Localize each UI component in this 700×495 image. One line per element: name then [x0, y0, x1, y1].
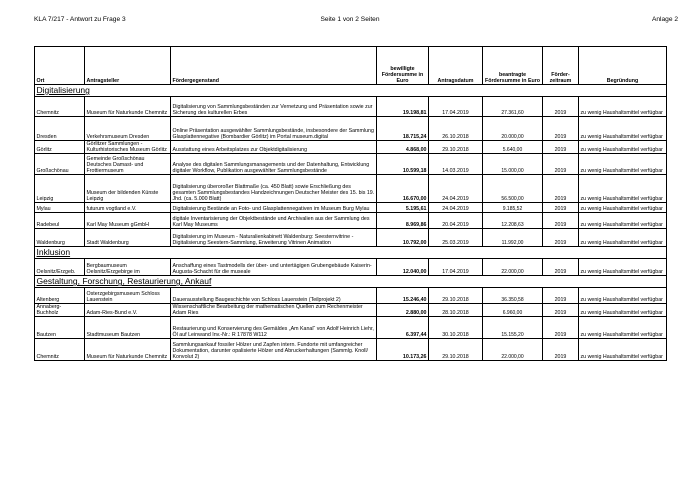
table-row	[35, 154, 667, 175]
cell-bewilligt: 10.173,26	[377, 339, 429, 361]
cell-gegenstand: Digitalisierung von Sammlungsbeständen zur Vernetzung und Präsentation sowie zur Sicherung des kulturellen Erbes	[171, 97, 377, 117]
cell-beantragt: 22.000,00	[483, 259, 543, 276]
cell-begruendung: zu wenig Haushaltsmittel verfügbar	[579, 259, 667, 276]
cell-antragsteller: futurum vogtland e.V.	[85, 203, 171, 213]
cell-datum: 20.04.2019	[429, 213, 483, 229]
cell-beantragt: 12.208,63	[483, 213, 543, 229]
section-title: Digitalisierung	[35, 85, 667, 97]
cell-gegenstand: Ausstattung eines Arbeitsplatzes zur Objektdigitalisierung	[171, 141, 377, 154]
section-title: Inklusion	[35, 247, 667, 259]
table-row	[35, 317, 667, 339]
cell-bewilligt: 6.397,44	[377, 317, 429, 339]
cell-datum: 17.04.2019	[429, 259, 483, 276]
cell-bewilligt: 10.792,00	[377, 229, 429, 247]
cell-ort: Leipzig	[35, 175, 85, 203]
section-row	[35, 85, 667, 97]
cell-beantragt: 15.000,00	[483, 154, 543, 175]
col-header-zeitraum: Förder-zeitraum	[543, 47, 579, 85]
cell-zeitraum: 2019	[543, 141, 579, 154]
page-number: Seite 1 von 2 Seiten	[320, 16, 380, 23]
cell-antragsteller: Museum für Naturkunde Chemnitz	[85, 339, 171, 361]
cell-begruendung: zu wenig Haushaltsmittel verfügbar	[579, 288, 667, 304]
cell-datum: 29.10.2018	[429, 288, 483, 304]
cell-begruendung: zu wenig Haushaltsmittel verfügbar	[579, 117, 667, 141]
cell-zeitraum: 2019	[543, 117, 579, 141]
section-row	[35, 276, 667, 288]
table-row	[35, 304, 667, 317]
cell-beantragt: 9.185,52	[483, 203, 543, 213]
cell-antragsteller: Stadtmuseum Bautzen	[85, 317, 171, 339]
cell-ort: Altenberg	[35, 288, 85, 304]
cell-antragsteller: Museum für Naturkunde Chemnitz	[85, 97, 171, 117]
cell-begruendung: zu wenig Haushaltsmittel verfügbar	[579, 97, 667, 117]
cell-bewilligt: 10.599,18	[377, 154, 429, 175]
cell-zeitraum: 2019	[543, 203, 579, 213]
cell-bewilligt: 8.969,86	[377, 213, 429, 229]
cell-begruendung: zu wenig Haushaltsmittel verfügbar	[579, 213, 667, 229]
cell-zeitraum: 2019	[543, 213, 579, 229]
col-header-datum: Antragsdatum	[429, 47, 483, 85]
cell-zeitraum: 2019	[543, 175, 579, 203]
attachment-label: Anlage 2	[651, 16, 678, 23]
cell-gegenstand: Restaurierung und Konservierung des Gemäldes „Am Kanal“ von Adolf Heinrich Liehr, Öl auf Leinwand Inv.-Nr.: R 17878 W112	[171, 317, 377, 339]
cell-ort: Oelsnitz/Erzgeb.	[35, 259, 85, 276]
cell-bewilligt: 5.195,61	[377, 203, 429, 213]
cell-ort: Waldenburg	[35, 229, 85, 247]
cell-begruendung: zu wenig Haushaltsmittel verfügbar	[579, 175, 667, 203]
table-header-row	[35, 47, 667, 85]
cell-datum: 25.03.2019	[429, 229, 483, 247]
cell-begruendung: zu wenig Haushaltsmittel verfügbar	[579, 203, 667, 213]
cell-antragsteller: Gemeinde Großschönau Deutsches Damast- und Frottiermuseum	[85, 154, 171, 175]
cell-antragsteller: Stadt Waldenburg	[85, 229, 171, 247]
table-row	[35, 288, 667, 304]
col-header-begruendung: Begründung	[579, 47, 667, 85]
col-header-ort: Ort	[35, 47, 85, 85]
cell-zeitraum: 2019	[543, 304, 579, 317]
cell-datum: 30.10.2018	[429, 317, 483, 339]
cell-antragsteller: Museum der bildenden Künste Leipzig	[85, 175, 171, 203]
cell-ort: Chemnitz	[35, 97, 85, 117]
cell-zeitraum: 2019	[543, 288, 579, 304]
cell-antragsteller: Bergbaumuseum Oelsnitz/Erzgebirge im	[85, 259, 171, 276]
cell-gegenstand: Analyse des digitalen Sammlungsmanagements und der Datenhaltung, Entwicklung digitaler Workflow, Publikation ausgewählter Sammlungsbestände	[171, 154, 377, 175]
cell-datum: 28.10.2018	[429, 304, 483, 317]
cell-beantragt: 6.960,00	[483, 304, 543, 317]
cell-gegenstand: digitale Inventarisierung der Objektbestände und Archivalien aus der Sammlung des Karl May Museums	[171, 213, 377, 229]
cell-zeitraum: 2019	[543, 259, 579, 276]
cell-beantragt: 36.350,58	[483, 288, 543, 304]
cell-beantragt: 15.155,20	[483, 317, 543, 339]
cell-datum: 29.10.2018	[429, 141, 483, 154]
cell-antragsteller: Adam-Ries-Bund e.V.	[85, 304, 171, 317]
cell-datum: 24.04.2019	[429, 203, 483, 213]
cell-antragsteller: Verkehrsmuseum Dresden	[85, 117, 171, 141]
cell-datum: 29.10.2018	[429, 339, 483, 361]
cell-begruendung: zu wenig Haushaltsmittel verfügbar	[579, 154, 667, 175]
table-row	[35, 175, 667, 203]
col-header-antragsteller: Antragsteller	[85, 47, 171, 85]
table-row	[35, 213, 667, 229]
cell-ort: Görlitz	[35, 141, 85, 154]
section-row	[35, 247, 667, 259]
cell-beantragt: 5.640,00	[483, 141, 543, 154]
cell-begruendung: zu wenig Haushaltsmittel verfügbar	[579, 141, 667, 154]
col-header-bewilligt: bewilligte Fördersumme in Euro	[377, 47, 429, 85]
cell-begruendung: zu wenig Haushaltsmittel verfügbar	[579, 317, 667, 339]
cell-bewilligt: 15.246,40	[377, 288, 429, 304]
cell-gegenstand: Digitalisierung im Museum - Naturalienkabinett Waldenburg: Seesternvitrine - Digitalisierung Seestern-Sammlung, Erweiterung Vitrinen Animation	[171, 229, 377, 247]
col-header-beantragt: beantragte Fördersumme in Euro	[483, 47, 543, 85]
cell-gegenstand: Wissenschaftliche Bearbeitung der mathematischen Quellen zum Rechenmeister Adam Ries	[171, 304, 377, 317]
table-row	[35, 229, 667, 247]
cell-gegenstand: Anschaffung eines Tastmodells der über- und untertägigen Grubengebäude Kaiserin-Augusta-Schacht für die museale	[171, 259, 377, 276]
cell-zeitraum: 2019	[543, 317, 579, 339]
cell-ort: Radebeul	[35, 213, 85, 229]
cell-gegenstand: Digitalisierung überoroßer Blattmaße (ca. 450 Blatt) sowie Erschließung des gesamten Sammlungsbestandes Handzeichnungen Deutscher Meister des 15. bis 19. Jhd. (ca. 5.000 Blatt)	[171, 175, 377, 203]
cell-gegenstand: Sammlungsankauf fossiler Hölzer und Zapfen intern. Fundorte mit umfangreicher Dokumentation, darunter opalisierte Hölzer und Abruckerhaltungen (Sammlg. Knoll/ Konvolut 2)	[171, 339, 377, 361]
cell-datum: 26.10.2018	[429, 117, 483, 141]
cell-zeitraum: 2019	[543, 97, 579, 117]
table-row	[35, 339, 667, 361]
cell-antragsteller: Görlitzer Sammlungen - Kulturhistorisches Museum Görlitz	[85, 141, 171, 154]
cell-gegenstand: Dauerausstellung Baugeschichte von Schloss Lauenstein (Teilprojekt 2)	[171, 288, 377, 304]
table-row	[35, 117, 667, 141]
table-row	[35, 203, 667, 213]
cell-begruendung: zu wenig Haushaltsmittel verfügbar	[579, 339, 667, 361]
funding-table	[34, 46, 667, 361]
table-row	[35, 259, 667, 276]
cell-bewilligt: 18.715,24	[377, 117, 429, 141]
cell-datum: 14.03.2019	[429, 154, 483, 175]
cell-datum: 17.04.2019	[429, 97, 483, 117]
cell-beantragt: 11.992,00	[483, 229, 543, 247]
col-header-gegenstand: Fördergegenstand	[171, 47, 377, 85]
cell-bewilligt: 2.880,00	[377, 304, 429, 317]
cell-gegenstand: Digitalisierung Bestände an Foto- und Glasplattennegativen im Museum Burg Mylau	[171, 203, 377, 213]
cell-gegenstand: Online Präsentation ausgewählter Sammlungsbestände, insbesondere der Sammlung Glasplattennegative (Bombardier Görlitz) im Portal museum.digital	[171, 117, 377, 141]
cell-datum: 24.04.2019	[429, 175, 483, 203]
document-reference: KLA 7/217 - Antwort zu Frage 3	[34, 16, 126, 23]
cell-bewilligt: 12.040,00	[377, 259, 429, 276]
cell-ort: Großschönau	[35, 154, 85, 175]
cell-zeitraum: 2019	[543, 154, 579, 175]
cell-ort: Dresden	[35, 117, 85, 141]
cell-beantragt: 22.000,00	[483, 339, 543, 361]
cell-zeitraum: 2019	[543, 339, 579, 361]
cell-ort: Annaberg-Buchholz	[35, 304, 85, 317]
cell-zeitraum: 2019	[543, 229, 579, 247]
cell-antragsteller: Karl May Museum gGmbH	[85, 213, 171, 229]
cell-ort: Bautzen	[35, 317, 85, 339]
cell-ort: Chemnitz	[35, 339, 85, 361]
section-title: Gestaltung, Forschung, Restaurierung, Ankauf	[35, 276, 667, 288]
cell-antragsteller: Osterzgebirgsmuseum Schloss Lauenstein	[85, 288, 171, 304]
cell-ort: Mylau	[35, 203, 85, 213]
cell-bewilligt: 19.198,81	[377, 97, 429, 117]
cell-beantragt: 27.361,60	[483, 97, 543, 117]
cell-bewilligt: 16.670,00	[377, 175, 429, 203]
cell-begruendung: zu wenig Haushaltsmittel verfügbar	[579, 229, 667, 247]
table-row	[35, 141, 667, 154]
cell-beantragt: 56.500,00	[483, 175, 543, 203]
cell-beantragt: 20.000,00	[483, 117, 543, 141]
cell-begruendung: zu wenig Haushaltsmittel verfügbar	[579, 304, 667, 317]
table-row	[35, 97, 667, 117]
cell-bewilligt: 4.868,00	[377, 141, 429, 154]
